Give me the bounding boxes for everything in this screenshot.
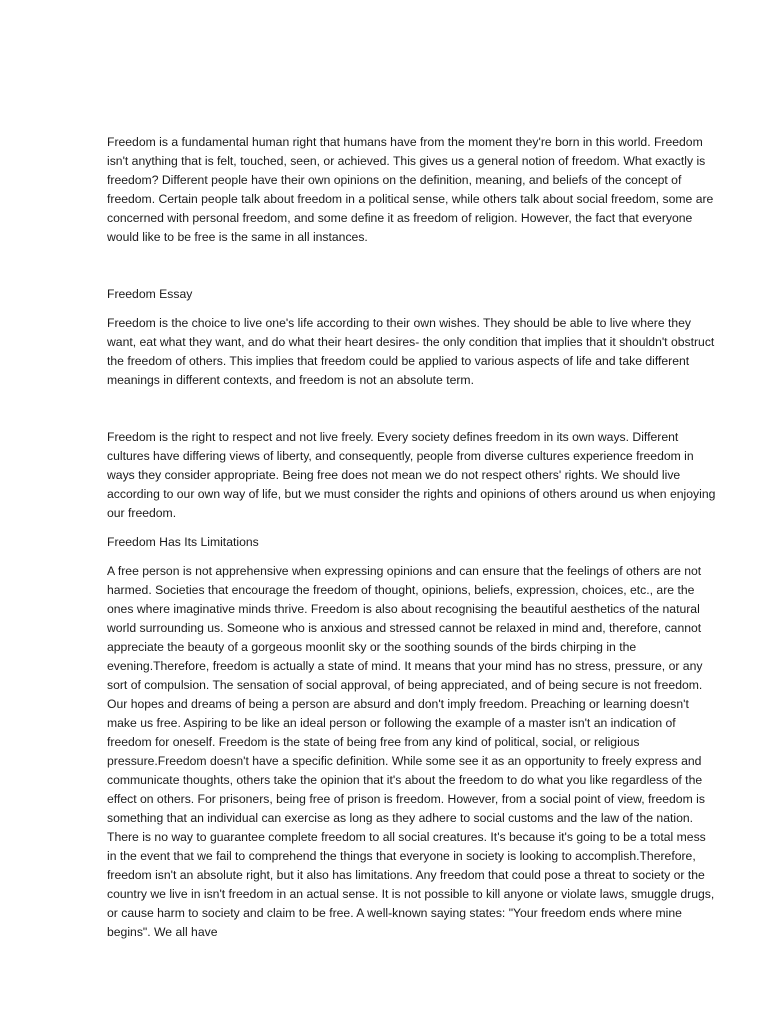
respect-paragraph: Freedom is the right to respect and not live freely. Every society defines freedom in its own ways. Different cultures have differing views of liberty, and consequently, people from diverse cultures experience freedom in ways they consider appropriate. Being free does not mean we do not respect others' rights. We should live according to our own way of life, but we must consider the rights and opinions of others around us when enjoying our freedom.	[107, 430, 716, 520]
intro-paragraph: Freedom is a fundamental human right that humans have from the moment they're born in this world. Freedom isn't anything that is felt, touched, seen, or achieved. This gives us a general notion of freedom. What exactly is freedom? Different people have their own opinions on the definition, meaning, and beliefs of the concept of freedom. Certain people talk about freedom in a political sense, while others talk about social freedom, some are concerned with personal freedom, and some define it as freedom of religion. However, the fact that everyone would like to be free is the same in all instances.	[107, 135, 714, 244]
section-heading-limitations: Freedom Has Its Limitations	[107, 535, 259, 549]
document-page	[107, 133, 717, 942]
freedom-essay-paragraph: Freedom is the choice to live one's life according to their own wishes. They should be able to live where they want, eat what they want, and do what their heart desires- the only condition that implies that it shouldn't obstruct the freedom of others. This implies that freedom could be applied to various aspects of life and take different meanings in different contexts, and freedom is not an absolute term.	[107, 316, 715, 387]
limitations-paragraph: A free person is not apprehensive when expressing opinions and can ensure that the feelings of others are not harmed. Societies that encourage the freedom of thought, opinions, beliefs, expression, choices, etc., are the ones where imaginative minds thrive. Freedom is also about recognising the beautiful aesthetics of the natural world surrounding us. Someone who is anxious and stressed cannot be relaxed in mind and, therefore, cannot appreciate the beauty of a gorgeous moonlit sky or the soothing sounds of the birds chirping in the evening.Therefore, freedom is actually a state of mind. It means that your mind has no stress, pressure, or any sort of compulsion. The sensation of social approval, of being appreciated, and of being secure is not freedom. Our hopes and dreams of being a person are absurd and don't imply freedom. Preaching or learning doesn't make us free. Aspiring to be like an ideal person or following the example of a master isn't an indication of freedom for oneself. Freedom is the state of being free from any kind of political, social, or religious pressure.Freedom doesn't have a specific definition. While some see it as an opportunity to freely express and communicate thoughts, others take the opinion that it's about the freedom to do what you like regardless of the effect on others. For prisoners, being free of prison is freedom. However, from a social point of view, freedom is something that an individual can exercise as long as they adhere to social customs and the law of the nation. There is no way to guarantee complete freedom to all social creatures. It's because it's going to be a total mess in the event that we fail to comprehend the things that everyone in society is looking to accomplish.Therefore, freedom isn't an absolute right, but it also has limitations. Any freedom that could pose a threat to society or the country we live in isn't freedom in an actual sense. It is not possible to kill anyone or violate laws, smuggle drugs, or cause harm to society and claim to be free. A well-known saying states: "Your freedom ends where mine begins". We all have	[107, 564, 715, 939]
section-heading-freedom-essay: Freedom Essay	[107, 287, 193, 301]
